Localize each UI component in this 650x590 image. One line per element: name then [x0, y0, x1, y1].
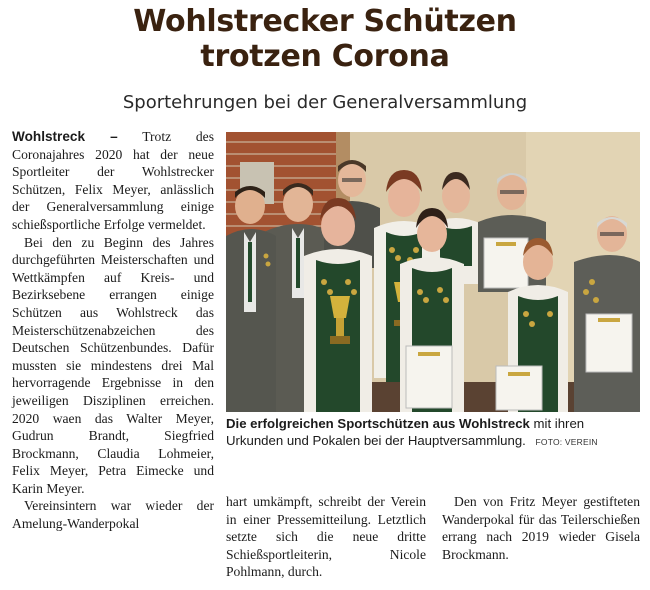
photo-caption	[226, 415, 640, 451]
paragraph-1-text: Trotz des Coronajahres 2020 hat der neue Sportleiter der Wohlstrecker Schützen, Felix Meyer, anlässlich der Generalversammlung einige schießsportliche Erfolge vermeldet.	[12, 129, 214, 232]
paragraph-2: Bei den zu Beginn des Jahres durchgeführten Meisterschaften und Wettkämpfen auf Kreis- und Bezirksebene errangen einige Schützen aus Wohlstreck das Meisterschützenabzeichen des Deutschen Schützenbundes. Dafür mussten sie mindestens drei Mal hervorragende Ergebnisse in den jeweiligen Disziplinen erreichen. 2020 waen das Walter Meyer, Gudrun Brandt, Siegfried Brockmann, Claudia Lohmeier, Felix Meyer, Petra Eimecke und Karin Meyer.	[12, 234, 214, 496]
team-photo-image	[226, 132, 640, 412]
team-photo	[226, 132, 640, 412]
paragraph-4: hart umkämpft, schreibt der Verein in einer Pressemitteilung. Letztlich setzte sich die neue dritte Schießsportleiterin, Nicole Pohlmann, durch.	[226, 494, 426, 580]
article-column-1	[12, 128, 214, 533]
subheadline: Sportehrungen bei der Generalversammlung	[122, 92, 528, 113]
paragraph-1	[12, 128, 214, 234]
article-column-3	[442, 493, 640, 563]
paragraph-5: Den von Fritz Meyer gestifteten Wanderpokal für das Teilerschießen errang nach 2019 wieder Gisela Brockmann.	[442, 494, 640, 562]
caption-bold: Die erfolgreichen Sportschützen aus Wohlstreck	[226, 416, 530, 431]
article-column-2	[226, 493, 426, 581]
paragraph-3: Vereinsintern war wieder der Amelung-Wanderpokal	[12, 498, 214, 532]
headline-line-1: Wohlstrecker Schützen	[133, 4, 517, 39]
caption-text: mit ihren Urkunden und Pokalen bei der Hauptversammlung.	[226, 416, 585, 448]
headline-line-2: trotzen Corona	[200, 39, 450, 74]
headline	[0, 4, 650, 74]
photo-credit: FOTO: VEREIN	[535, 437, 598, 447]
dateline: Wohlstreck –	[12, 129, 118, 144]
